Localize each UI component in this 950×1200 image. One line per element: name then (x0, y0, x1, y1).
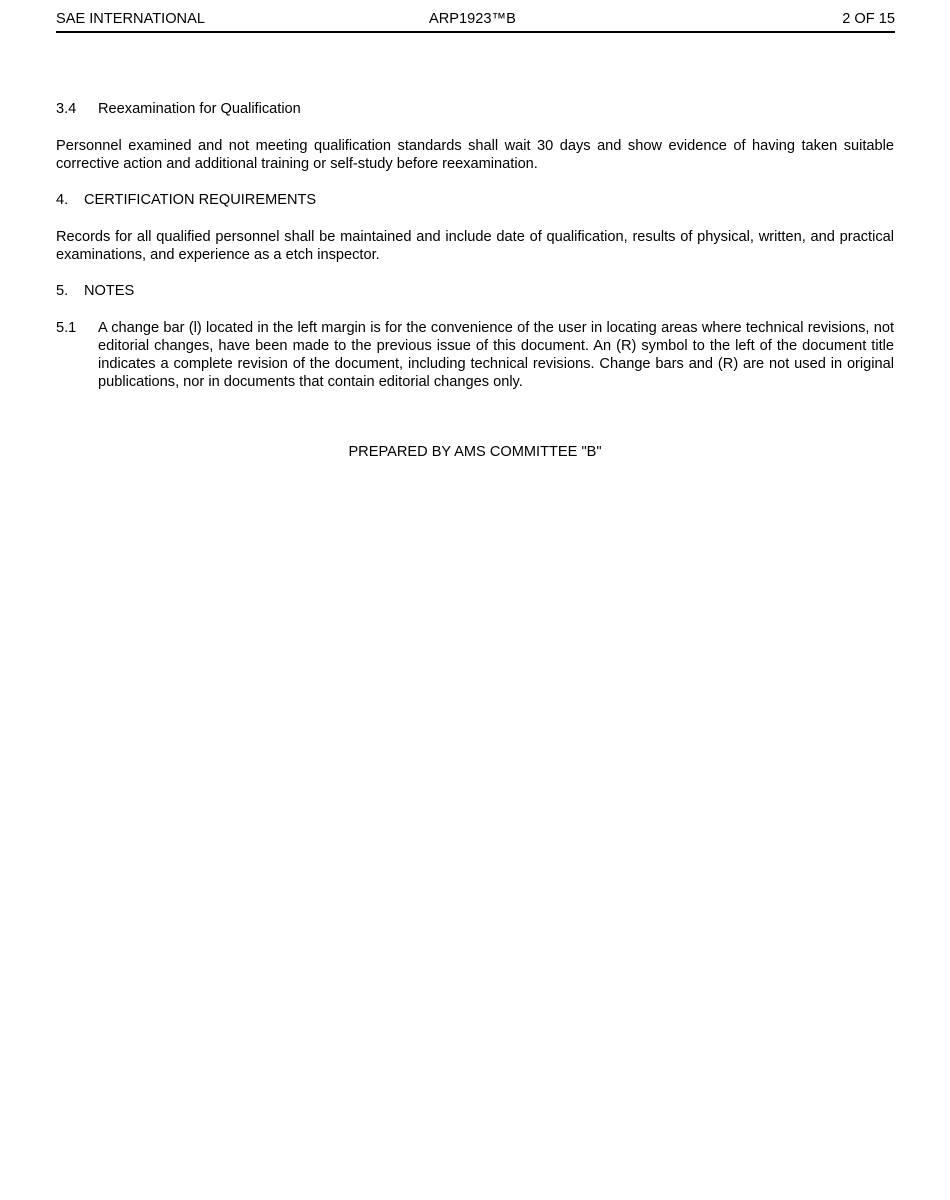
section-5-1-number: 5.1 (56, 320, 77, 336)
section-3-4-title: Reexamination for Qualification (98, 101, 301, 117)
section-4-heading (56, 191, 316, 209)
section-4-number: 4. (56, 192, 69, 208)
header-organization: SAE INTERNATIONAL (56, 11, 205, 27)
section-5-heading (56, 282, 134, 300)
section-5-number: 5. (56, 283, 69, 299)
prepared-by-line: PREPARED BY AMS COMMITTEE "B" (348, 444, 602, 460)
section-5-1-body: A change bar (l) located in the left margin is for the convenience of the user in locating areas where technical revisions, not editorial changes, have been made to the previous issue of this document. An (R) symbol to the left of the document title indicates a complete revision of the document, including technical revisions. Change bars and (R) are not used in original publications, nor in documents that contain editorial changes only. (98, 320, 894, 390)
section-4-title: CERTIFICATION REQUIREMENTS (84, 192, 317, 208)
header-document-id: ARP1923™B (429, 11, 516, 27)
section-3-4-body: Personnel examined and not meeting qualification standards shall wait 30 days and show evidence of having taken suitable corrective action and additional training or self-study before reexamination. (56, 138, 894, 172)
header-page-number: 2 OF 15 (842, 11, 895, 27)
section-3-4-number: 3.4 (56, 101, 77, 117)
section-5-1-item (56, 319, 894, 391)
section-5-title: NOTES (84, 283, 135, 299)
section-3-4-heading (56, 100, 301, 118)
section-4-body: Records for all qualified personnel shall be maintained and include date of qualification, results of physical, written, and practical examinations, and experience as a etch inspector. (56, 229, 894, 263)
page-header (56, 9, 895, 33)
